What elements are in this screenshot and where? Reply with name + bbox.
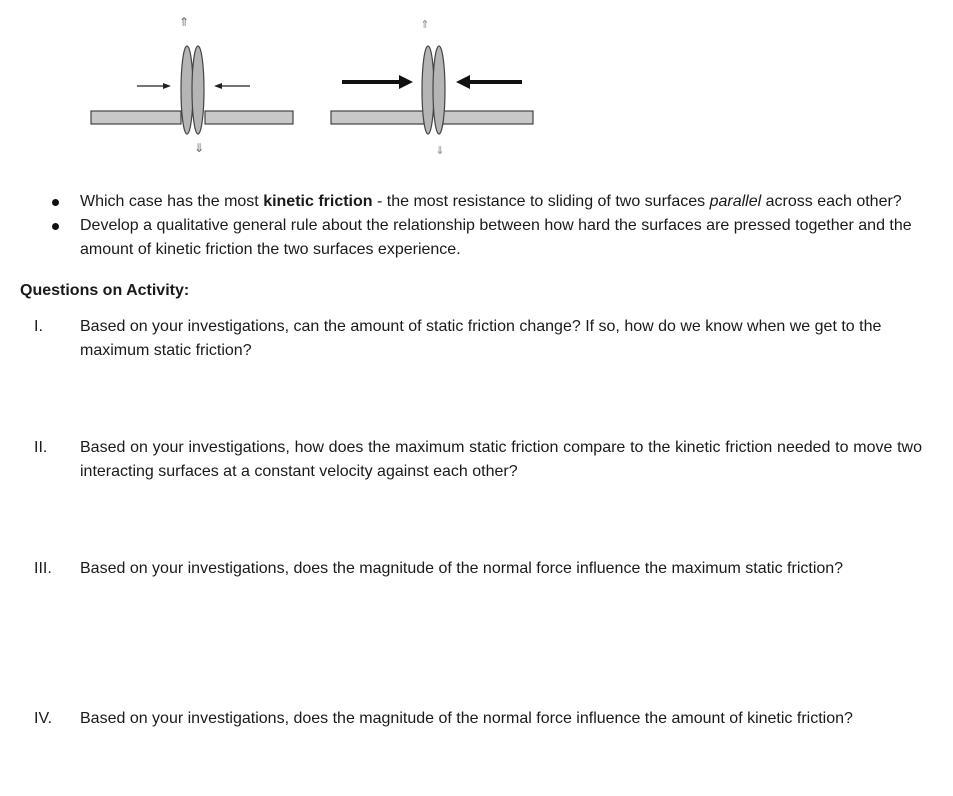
left-thin-arrow-right bbox=[137, 83, 171, 89]
discussion-bullets bbox=[52, 190, 932, 262]
diagram-right-case bbox=[331, 18, 533, 157]
question-number: III. bbox=[34, 560, 52, 577]
right-disc-1 bbox=[422, 46, 434, 134]
right-bar-right bbox=[443, 111, 533, 124]
right-small-down-arrow: ⇓ bbox=[435, 144, 445, 157]
right-thick-arrow-right bbox=[342, 75, 413, 89]
right-small-up-arrow: ⇑ bbox=[420, 18, 430, 31]
question-number: IV. bbox=[34, 710, 53, 727]
question-number: I. bbox=[34, 318, 43, 335]
question-text: Based on your investigations, does the magnitude of the normal force influence the maximum static friction? bbox=[80, 560, 844, 577]
bullet-text-part: - the most resistance to sliding of two surfaces bbox=[372, 193, 710, 210]
bullet-dot bbox=[52, 199, 59, 206]
left-small-down-arrow: ⇓ bbox=[193, 141, 205, 155]
left-disc-2 bbox=[192, 46, 204, 134]
bullet-dot bbox=[52, 223, 59, 230]
right-bar-left bbox=[331, 111, 424, 124]
left-small-up-arrow: ⇑ bbox=[178, 15, 190, 29]
diagram-left-case bbox=[91, 15, 293, 155]
bullet-item bbox=[52, 214, 932, 262]
right-disc-2 bbox=[433, 46, 445, 134]
bullet-text: Develop a qualitative general rule about the relationship between how hard the surfaces are pressed together and the amount of kinetic friction the two surfaces experience. bbox=[80, 217, 912, 258]
bullet-text-part: across each other? bbox=[761, 193, 902, 210]
left-bar-left bbox=[91, 111, 181, 124]
bullet-italic-term: parallel bbox=[709, 193, 762, 210]
left-disc-1 bbox=[181, 46, 193, 134]
question-number: II. bbox=[34, 439, 48, 456]
left-bar-right bbox=[205, 111, 293, 124]
left-thin-arrow-left bbox=[214, 83, 250, 89]
right-thick-arrow-left bbox=[456, 75, 522, 89]
bullet-item bbox=[52, 190, 932, 214]
section-heading: Questions on Activity: bbox=[20, 282, 190, 299]
bullet-bold-term: kinetic friction bbox=[263, 193, 373, 210]
question-text: Based on your investigations, can the amount of static friction change? If so, how do we know when we get to the maximum static friction? bbox=[80, 318, 882, 359]
question-text: Based on your investigations, how does the maximum static friction compare to the kinetic friction needed to move two interacting surfaces at a constant velocity against each other? bbox=[80, 439, 922, 480]
question-text: Based on your investigations, does the magnitude of the normal force influence the amount of kinetic friction? bbox=[80, 710, 853, 727]
bullet-text-part: Which case has the most bbox=[80, 193, 264, 210]
friction-diagram bbox=[0, 0, 953, 180]
